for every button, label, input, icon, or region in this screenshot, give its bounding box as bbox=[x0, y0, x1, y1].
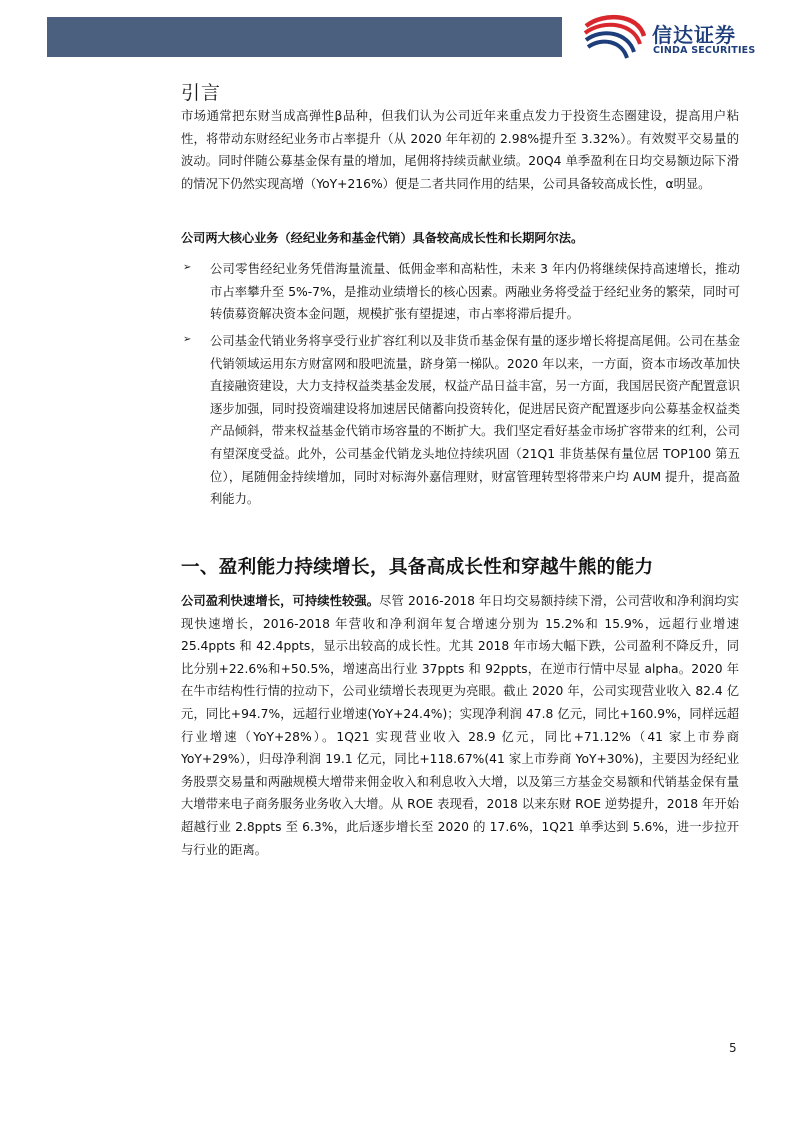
logo-chinese-text: 信达证券 bbox=[652, 23, 736, 47]
cinda-logo-emblem-icon bbox=[582, 14, 648, 62]
intro-paragraph: 市场通常把东财当成高弹性β品种，但我们认为公司近年来重点发力于投资生态圈建设，提高用户粘性，将带动东财经纪业务市占率提升（从 2020 年年初的 2.98%提升至 3.32%）。有效熨平交易量的波动。同时伴随公募基金保有量的增加，尾佣将持续贡献业绩。20Q4 单季盈利在日均交易额边际下滑的情况下仍然实现高增（YoY+216%）便是二者共同作用的结果，公司具备较高成长性，α明显。 bbox=[181, 109, 739, 191]
section-body-text: 尽管 2016-2018 年日均交易额持续下滑，公司营收和净利润均实现快速增长，2016-2018 年营收和净利润年复合增速分别为 15.2%和 15.9%，远超行业增速 25.4ppts 和 42.4ppts，显示出较高的成长性。尤其 2018 年市场大幅下跌，公司盈利不降反升，同比分别+22.6%和+50.5%，增速高出行业 37ppts 和 92ppts，在逆市行情中尽显 alpha。2020 年在牛市结构性行情的拉动下，公司业绩增长表现更为亮眼。截止 2020 年，公司实现营业收入 82.4 亿元，同比+94.7%，远超行业增速(YoY+24.4%)；实现净利润 47.8 亿元，同比+160.9%，同样远超行业增速（YoY+28%）。1Q21 实现营业收入 28.9 亿元，同比+71.12%（41 家上市券商 YoY+29%），归母净利润 19.1 亿元，同比+118.67%(41 家上市券商 YoY+30%)，主要因为经纪业务股票交易量和两融规模大增带来佣金收入和利息收入大增，以及第三方基金交易额和代销基金保有量大增带来电子商务服务业务收入大增。从 ROE 表现看，2018 以来东财 ROE 逆势提升，2018 年开始超越行业 2.8ppts 至 6.3%，此后逐步增长至 2020 的 17.6%，1Q21 单季达到 5.6%，进一步拉开与行业的距离。 bbox=[181, 594, 739, 857]
cinda-logo bbox=[582, 14, 782, 62]
section-heading: 一、盈利能力持续增长，具备高成长性和穿越牛熊的能力 bbox=[181, 557, 654, 578]
bullet-arrow-icon: ➢ bbox=[183, 334, 192, 345]
intro-heading: 引言 bbox=[181, 82, 222, 104]
logo-english-text: CINDA SECURITIES bbox=[653, 45, 756, 56]
bullet-fund-distribution: 公司基金代销业务将享受行业扩容红利以及非货币基金保有量的逐步增长将提高尾佣。公司在基金代销领域运用东方财富网和股吧流量，跻身第一梯队。2020 年以来，一方面，资本市场改革加快直接融资建设，大力支持权益类基金发展，权益产品日益丰富，另一方面，我国居民资产配置意识逐步加强，同时投资端建设将加速居民储蓄向投资转化，促进居民资产配置逐步向公募基金权益类产品倾斜，带来权益基金代销市场容量的不断扩大。我们坚定看好基金市场扩容带来的红利，公司有望深度受益。此外，公司基金代销龙头地位持续巩固（21Q1 非货基保有量位居 TOP100 第五位），尾随佣金持续增加，同时对标海外嘉信理财，财富管理转型将带来户均 AUM 提升，提高盈利能力。 bbox=[210, 334, 740, 507]
bullet-arrow-icon: ➢ bbox=[183, 262, 192, 273]
core-business-summary: 公司两大核心业务（经纪业务和基金代销）具备较高成长性和长期阿尔法。 bbox=[181, 231, 584, 245]
section-body-paragraph bbox=[181, 590, 739, 861]
bullet-brokerage: 公司零售经纪业务凭借海量流量、低佣金率和高粘性，未来 3 年内仍将继续保持高速增长，推动市占率攀升至 5%-7%，是推动业绩增长的核心因素。两融业务将受益于经纪业务的繁荣，同时可转债募资解决资本金问题，规模扩张有望提速，市占率将滞后提升。 bbox=[210, 262, 740, 322]
header-bar bbox=[47, 17, 562, 57]
section-lead-sentence: 公司盈利快速增长，可持续性较强。 bbox=[181, 594, 380, 608]
page-number: 5 bbox=[729, 1041, 737, 1055]
